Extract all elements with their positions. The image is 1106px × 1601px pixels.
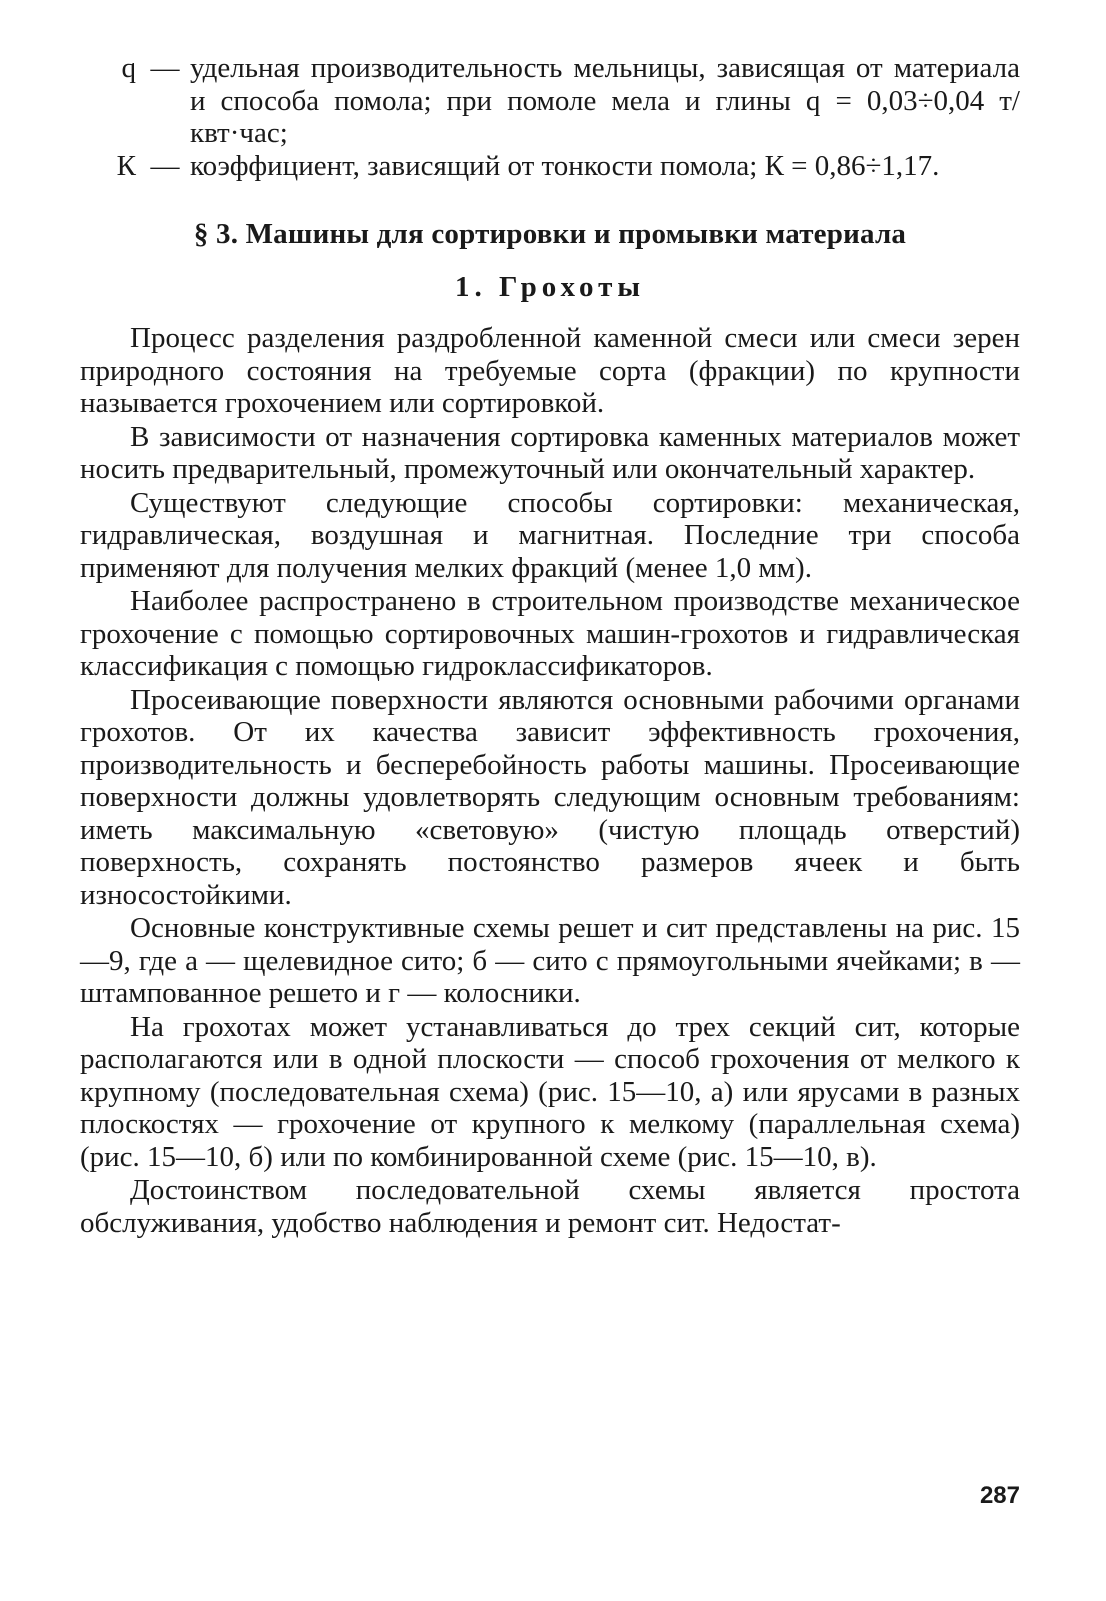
page-number: 287 <box>979 1482 1020 1509</box>
definition-dash: — <box>150 149 180 182</box>
paragraph: Наиболее распространено в строительном производстве механическое грохочение с помощью сортировочных машин-грохотов и гидравлическая классификация с помощью гидроклассификаторов. <box>80 585 1020 682</box>
paragraph: Существуют следующие способы сортировки: механическая, гидравлическая, воздушная и магнитная. Последние три способа применяют для получения мелких фракций (менее 1,0 мм). <box>80 486 1020 584</box>
body-text <box>80 322 1020 1239</box>
paragraph: На грохотах может устанавливаться до трех секций сит, которые располагаются или в одной плоскости — способ грохочения от мелкого к крупному (последовательная схема) (рис. 15—10, а) или ярусами в разных плоскостях — грохочение от крупного к мелкому (параллельная схема) (рис. 15—10, б) или по комбинированной схеме (рис. 15—10, в). <box>80 1010 1020 1173</box>
page-content <box>80 52 1020 1240</box>
paragraph: В зависимости от назначения сортировка каменных материалов может носить предварительный, промежуточный или окончательный характер. <box>80 420 1020 485</box>
definition-q <box>80 52 1020 150</box>
definition-text: коэффициент, зависящий от тонкости помола; К = 0,86÷1,17. <box>190 149 940 182</box>
definition-text: удельная производительность мельницы, зависящая от материала и способа помола; при помоле мела и глины q = 0,03÷0,04 т/квт·час; <box>190 52 1020 149</box>
paragraph: Основные конструктивные схемы решет и сит представлены на рис. 15—9, где а — щелевидное сито; б — сито с прямоугольными ячейками; в — штампованное решето и г — колосники. <box>80 912 1020 1009</box>
definitions-list <box>80 52 1020 182</box>
definition-symbol: К <box>116 149 136 182</box>
paragraph: Просеивающие поверхности являются основными рабочими органами грохотов. От их качества зависит эффективность грохочения, производительность и бесперебойность работы машины. Просеивающие поверхности должны удовлетворять следующим основным требованиям: иметь максимальную «световую» (чистую площадь отверстий) поверхность, сохранять постоянство размеров ячеек и быть износостойкими. <box>80 683 1020 911</box>
subsection-title: 1. Грохоты <box>455 271 645 303</box>
paragraph: Достоинством последовательной схемы является простота обслуживания, удобство наблюдения и ремонт сит. Недостат- <box>80 1174 1020 1239</box>
definition-dash: — <box>150 52 180 84</box>
definition-k <box>80 150 1020 183</box>
definition-symbol: q <box>121 52 136 84</box>
section-title: § 3. Машины для сортировки и промывки материала <box>193 218 907 250</box>
paragraph: Процесс разделения раздробленной каменной смеси или смеси зерен природного состояния на требуемые сорта (фракции) по крупности называется грохочением или сортировкой. <box>80 322 1020 419</box>
